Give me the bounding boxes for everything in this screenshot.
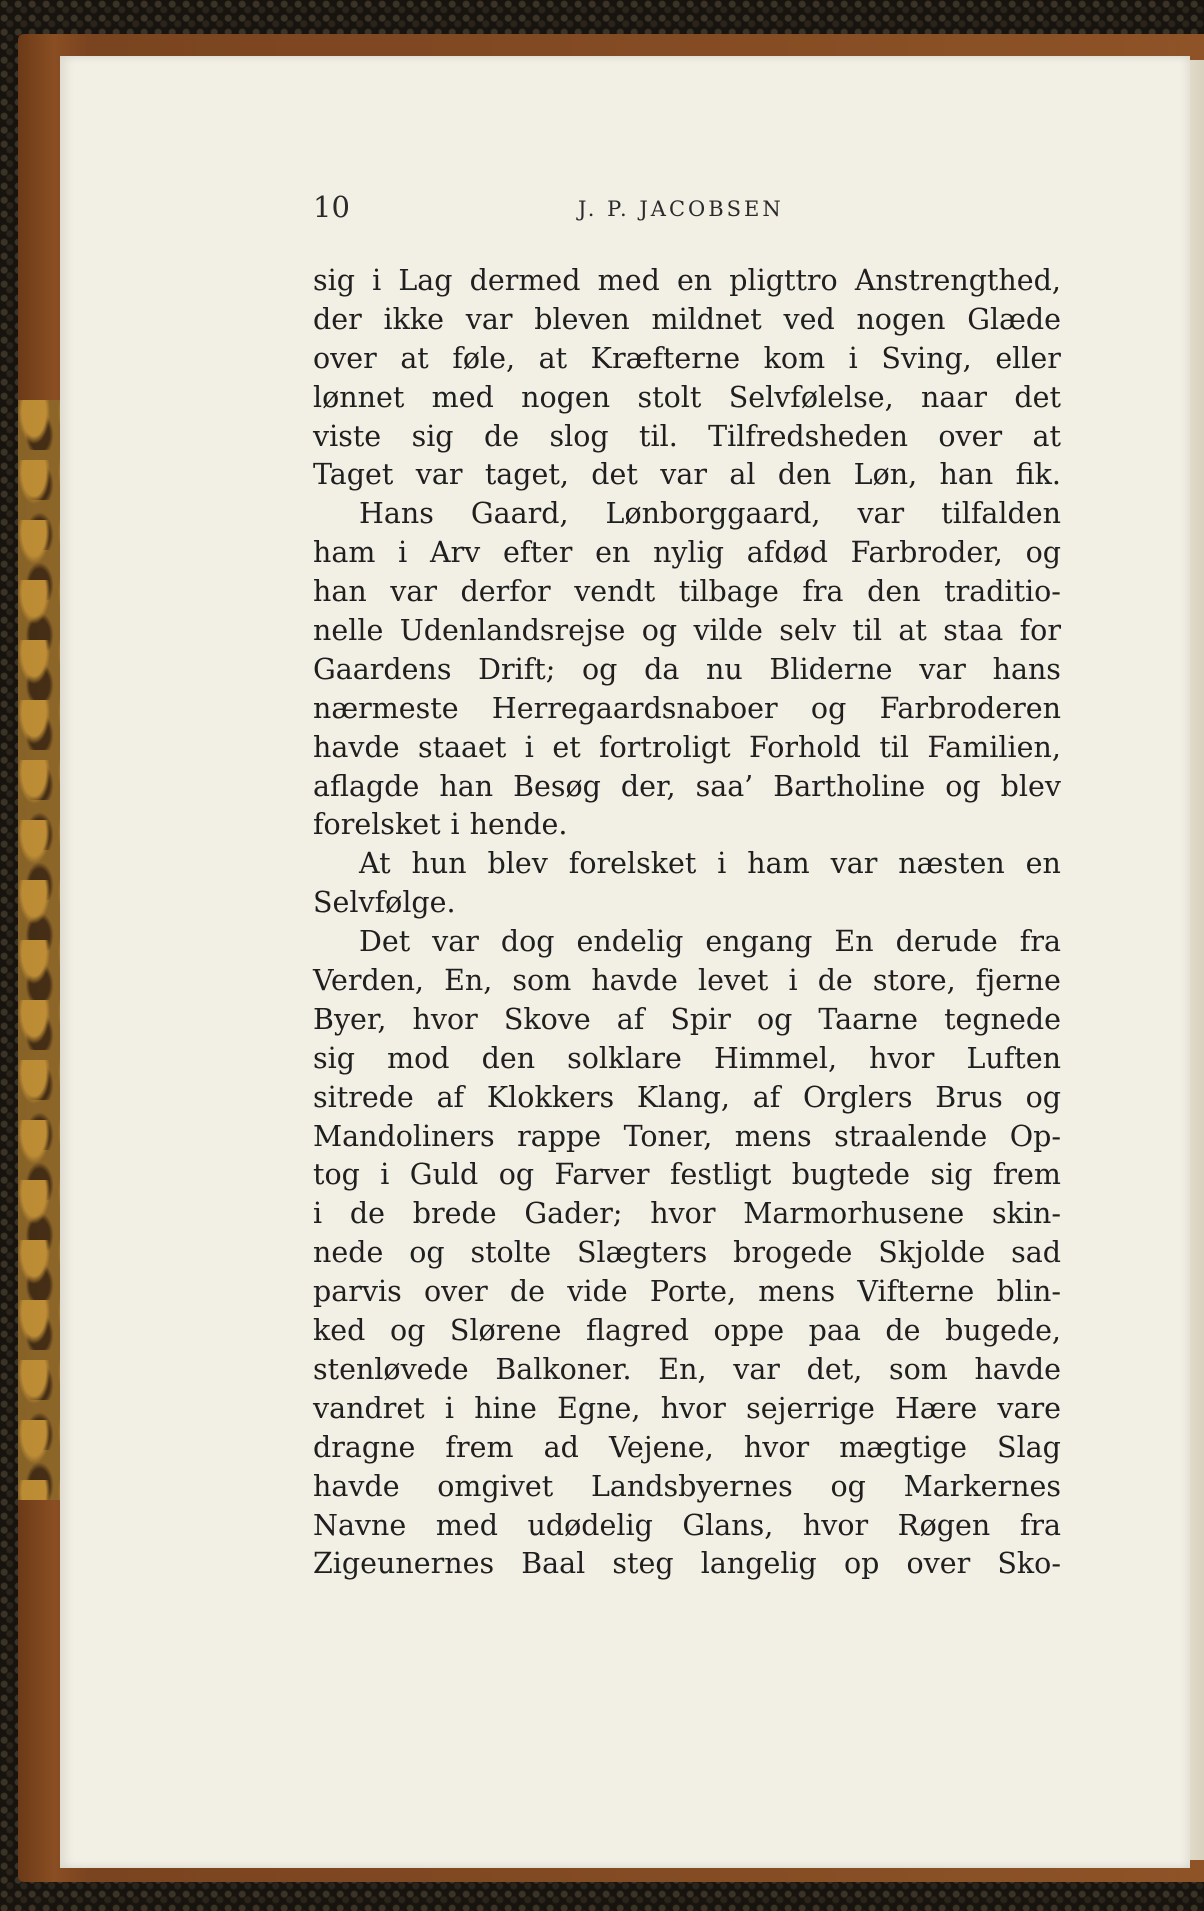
word: og <box>389 1314 426 1348</box>
word: fra <box>802 575 844 609</box>
word: Gaard, <box>470 497 569 531</box>
text-line <box>313 1468 1061 1507</box>
word: i <box>380 1158 390 1192</box>
word: omgivet <box>437 1469 554 1503</box>
word: over <box>423 1275 488 1309</box>
word: solklare <box>567 1041 682 1075</box>
word: Hære <box>895 1391 978 1425</box>
word: Arv <box>429 536 481 570</box>
word: Farver <box>554 1158 650 1192</box>
word: fortroligt <box>599 730 731 764</box>
page-number: 10 <box>313 190 350 224</box>
word: Slægters <box>577 1236 708 1270</box>
word: og <box>945 769 981 803</box>
word: sig <box>411 419 454 453</box>
word: mod <box>387 1041 450 1075</box>
word: Farbroderen <box>879 691 1061 725</box>
word: hine <box>474 1391 537 1425</box>
word: stolt <box>637 380 702 414</box>
word: en <box>676 264 713 297</box>
word: engang <box>705 925 813 959</box>
word: hvor <box>660 1391 726 1425</box>
word: med <box>431 380 494 414</box>
word: Slørene <box>449 1314 562 1348</box>
word: derude <box>895 925 998 959</box>
word: forelsket <box>568 847 697 881</box>
word: og <box>1025 1080 1061 1114</box>
word: Mandoliners <box>313 1119 495 1153</box>
word: havde <box>591 964 678 998</box>
word: hvor <box>650 1197 716 1231</box>
word: steg <box>612 1547 674 1581</box>
text-line <box>313 1195 1061 1234</box>
word: med <box>597 264 660 297</box>
word: derfor <box>460 575 551 609</box>
word: nu <box>706 652 743 686</box>
word: dermed <box>469 264 581 297</box>
text-line <box>313 1429 1061 1468</box>
body-text <box>313 262 1061 1584</box>
text-line <box>313 1273 1061 1312</box>
word: rappe <box>517 1119 602 1153</box>
word: hvor <box>802 1508 869 1542</box>
word: Herregaardsnaboer <box>491 691 778 725</box>
word: staaet <box>417 730 507 764</box>
word: Selvfølge. <box>313 886 456 920</box>
word: viste <box>313 419 382 453</box>
word: Anstrengthed, <box>854 264 1061 297</box>
word: blev <box>487 847 548 881</box>
word: kom <box>763 341 826 375</box>
word: i <box>524 730 534 764</box>
running-head: J. P. JACOBSEN <box>578 197 784 221</box>
text-line <box>313 1156 1061 1195</box>
word: til <box>852 614 883 648</box>
word: Udenlandsrejse <box>399 614 626 648</box>
text-line <box>313 884 1061 923</box>
word: den <box>777 458 832 492</box>
text-line <box>313 612 1061 651</box>
word: de <box>817 964 853 998</box>
word: bleven <box>534 302 630 336</box>
word: var <box>415 458 463 492</box>
word: Besøg <box>513 769 601 803</box>
text-line <box>313 845 1061 884</box>
word: fik. <box>1015 458 1061 492</box>
word: En, <box>444 964 493 998</box>
word: forelsket <box>313 808 441 842</box>
word: og <box>582 652 618 686</box>
word: sitrede <box>313 1080 414 1114</box>
word: i <box>788 964 798 998</box>
word: de <box>509 1275 546 1309</box>
word: en <box>595 536 631 570</box>
word: og <box>498 1158 535 1192</box>
word: føle, <box>452 341 516 375</box>
word: blin- <box>996 1275 1061 1309</box>
word: nogen <box>521 380 611 414</box>
word: og <box>830 1469 866 1503</box>
word: havde <box>974 1352 1061 1386</box>
word: at <box>400 341 429 375</box>
word: som <box>512 964 572 998</box>
text-line <box>313 806 1061 845</box>
word: og <box>1025 536 1061 570</box>
word: Sko- <box>997 1547 1061 1581</box>
text-line <box>313 1312 1061 1351</box>
word: de <box>885 1314 921 1348</box>
word: aflagde <box>313 769 420 803</box>
word: Det <box>359 925 411 959</box>
word: de <box>349 1197 385 1231</box>
word: tegnede <box>944 1002 1061 1036</box>
page-header <box>313 189 1061 229</box>
word: ikke <box>383 302 445 336</box>
word: nogen <box>856 302 946 336</box>
word: Gader; <box>524 1197 623 1231</box>
word: tilbage <box>678 575 779 609</box>
word: frem <box>992 1158 1061 1192</box>
word: Skjolde <box>878 1236 986 1270</box>
text-line <box>313 923 1061 962</box>
word: Marmorhusene <box>743 1197 965 1231</box>
word: var <box>660 458 707 492</box>
word: var <box>857 497 905 531</box>
word: selv <box>779 614 836 648</box>
word: En <box>834 925 874 959</box>
word: pligttro <box>729 264 838 297</box>
word: for <box>1019 614 1061 648</box>
word: i <box>398 536 408 570</box>
word: Lag <box>398 264 453 297</box>
word: Bartholine <box>773 769 926 803</box>
word: hende. <box>469 808 568 842</box>
word: at <box>1032 419 1061 453</box>
word: han <box>939 458 994 492</box>
word: nærmeste <box>313 691 459 725</box>
word: Zigeunernes <box>313 1547 495 1581</box>
word: Balkoner. <box>495 1352 632 1386</box>
word: i <box>450 808 460 842</box>
word: sig <box>313 1041 355 1075</box>
word: tog <box>313 1158 360 1192</box>
word: og <box>409 1236 445 1270</box>
word: skin- <box>992 1197 1061 1231</box>
word: af <box>616 1002 645 1036</box>
word: blev <box>1000 769 1061 803</box>
word: var <box>390 575 437 609</box>
text-line <box>313 262 1061 301</box>
text-line <box>313 768 1061 807</box>
text-line <box>313 1390 1061 1429</box>
word: Baal <box>521 1547 586 1581</box>
word: de <box>483 419 520 453</box>
text-line <box>313 1545 1061 1584</box>
word: som <box>888 1352 948 1386</box>
word: saa’ <box>695 769 754 803</box>
word: brede <box>412 1197 497 1231</box>
word: Brus <box>935 1080 1003 1114</box>
word: han <box>439 769 494 803</box>
word: flagred <box>586 1314 689 1348</box>
word: hvor <box>412 1002 478 1036</box>
word: i <box>372 264 382 297</box>
word: var <box>919 652 966 686</box>
word: havde <box>313 1469 400 1503</box>
text-line <box>313 1118 1061 1157</box>
word: næsten <box>898 847 1005 881</box>
word: Forhold <box>749 730 861 764</box>
word: sad <box>1011 1236 1061 1270</box>
word: Bliderne <box>769 652 893 686</box>
word: Farbroder, <box>850 536 1003 570</box>
word: op <box>843 1547 880 1581</box>
word: fra <box>1019 1508 1061 1542</box>
text-line <box>313 1001 1061 1040</box>
word: at <box>538 341 568 375</box>
word: staa <box>943 614 1004 648</box>
word: Taget <box>313 458 394 492</box>
text-line <box>313 1079 1061 1118</box>
text-line <box>313 418 1061 457</box>
word: det <box>1014 380 1061 414</box>
word: Markernes <box>903 1469 1061 1503</box>
text-line <box>313 651 1061 690</box>
word: en <box>1025 847 1061 881</box>
word: fra <box>1019 925 1061 959</box>
word: En, <box>658 1352 707 1386</box>
word: mens <box>734 1119 812 1153</box>
word: vide <box>567 1275 628 1309</box>
word: efter <box>503 536 573 570</box>
word: Taarne <box>818 1002 919 1036</box>
word: da <box>644 652 680 686</box>
word: nelle <box>313 614 384 648</box>
word: slog <box>549 419 609 453</box>
word: festligt <box>669 1158 772 1192</box>
word: al <box>729 458 756 492</box>
word: til. <box>639 419 678 453</box>
text-line <box>313 690 1061 729</box>
word: havde <box>313 730 400 764</box>
word: Sving, <box>881 341 972 375</box>
word: Orglers <box>803 1080 913 1114</box>
word: den <box>481 1041 536 1075</box>
word: hvor <box>869 1041 935 1075</box>
word: var <box>465 302 513 336</box>
word: Gaardens <box>313 652 452 686</box>
word: bugtede <box>791 1158 911 1192</box>
word: parvis <box>313 1275 402 1309</box>
word: det, <box>806 1352 863 1386</box>
word: stenløvede <box>313 1352 469 1386</box>
word: ham <box>747 847 810 881</box>
word: At <box>359 847 391 881</box>
word: stolte <box>470 1236 552 1270</box>
word: ad <box>543 1430 579 1464</box>
word: et <box>552 730 581 764</box>
text-line <box>313 962 1061 1001</box>
word: Byer, <box>313 1002 387 1036</box>
word: endelig <box>576 925 684 959</box>
word: Porte, <box>649 1275 737 1309</box>
text-line <box>313 729 1061 768</box>
word: oppe <box>713 1314 785 1348</box>
word: nylig <box>653 536 725 570</box>
text-line <box>313 340 1061 379</box>
word: Skove <box>503 1002 591 1036</box>
word: fjerne <box>975 964 1061 998</box>
word: vendt <box>574 575 656 609</box>
word: Egne, <box>557 1391 641 1425</box>
text-line <box>313 534 1061 573</box>
text-line <box>313 1351 1061 1390</box>
word: dragne <box>313 1430 416 1464</box>
word: nede <box>313 1236 384 1270</box>
word: Hans <box>359 497 434 531</box>
word: i <box>717 847 727 881</box>
word: Himmel, <box>713 1041 838 1075</box>
word: dog <box>500 925 555 959</box>
text-line <box>313 1234 1061 1273</box>
word: i <box>444 1391 454 1425</box>
word: Slag <box>997 1430 1061 1464</box>
word: Luften <box>966 1041 1061 1075</box>
word: store, <box>872 964 956 998</box>
word: var <box>830 847 878 881</box>
word: den <box>867 575 921 609</box>
text-line <box>313 573 1061 612</box>
word: over <box>313 341 377 375</box>
word: ved <box>783 302 835 336</box>
word: det <box>591 458 638 492</box>
word: hvor <box>743 1430 810 1464</box>
word: levet <box>697 964 769 998</box>
word: Vifterne <box>857 1275 975 1309</box>
text-line <box>313 1040 1061 1079</box>
word: vandret <box>313 1391 425 1425</box>
text-line <box>313 495 1061 534</box>
word: i <box>848 341 858 375</box>
text-line <box>313 1507 1061 1546</box>
word: paa <box>808 1314 861 1348</box>
word: bugede, <box>945 1314 1061 1348</box>
word: Op- <box>1009 1119 1061 1153</box>
word: Kræfterne <box>590 341 741 375</box>
word: ham <box>313 536 376 570</box>
word: traditio- <box>944 575 1061 609</box>
word: Familien, <box>927 730 1061 764</box>
word: ked <box>313 1314 366 1348</box>
word: over <box>906 1547 971 1581</box>
word: vilde <box>693 614 763 648</box>
word: af <box>436 1080 465 1114</box>
word: til <box>879 730 909 764</box>
word: med <box>435 1508 498 1542</box>
word: Vejene, <box>608 1430 714 1464</box>
word: Verden, <box>313 964 424 998</box>
word: udødelig <box>527 1508 653 1542</box>
word: brogede <box>733 1236 853 1270</box>
word: og <box>756 1002 793 1036</box>
word: i <box>313 1197 323 1231</box>
word: Løn, <box>853 458 918 492</box>
word: Spir <box>670 1002 731 1036</box>
word: og <box>810 691 847 725</box>
word: der, <box>620 769 676 803</box>
word: at <box>898 614 927 648</box>
word: Lønborggaard, <box>605 497 821 531</box>
word: hans <box>992 652 1061 686</box>
word: sig <box>930 1158 973 1192</box>
word: langelig <box>700 1547 817 1581</box>
word: Navne <box>313 1508 407 1542</box>
word: hun <box>411 847 467 881</box>
text-line <box>313 301 1061 340</box>
word: Tilfredsheden <box>708 419 908 453</box>
word: Klang, <box>636 1080 730 1114</box>
word: eller <box>995 341 1061 375</box>
word: afdød <box>746 536 828 570</box>
word: lønnet <box>313 380 405 414</box>
word: Toner, <box>623 1119 713 1153</box>
word: Selvfølelse, <box>728 380 894 414</box>
word: mens <box>758 1275 836 1309</box>
word: af <box>752 1080 781 1114</box>
word: Guld <box>409 1158 479 1192</box>
word: var <box>733 1352 780 1386</box>
word: sig <box>313 264 355 297</box>
word: Glæde <box>967 302 1061 336</box>
word: tilfalden <box>941 497 1061 531</box>
word: Klokkers <box>486 1080 615 1114</box>
word: Landsbyernes <box>590 1469 793 1503</box>
word: straalende <box>834 1119 988 1153</box>
word: Røgen <box>897 1508 991 1542</box>
word: der <box>313 302 362 336</box>
word: Glans, <box>682 1508 774 1542</box>
text-line <box>313 379 1061 418</box>
word: mægtige <box>839 1430 967 1464</box>
word: frem <box>445 1430 514 1464</box>
word: sejerrige <box>746 1391 875 1425</box>
word: taget, <box>484 458 569 492</box>
word: og <box>641 614 678 648</box>
word: han <box>313 575 367 609</box>
word: var <box>432 925 479 959</box>
word: Drift; <box>478 652 556 686</box>
text-line <box>313 456 1061 495</box>
word: over <box>938 419 1003 453</box>
word: mildnet <box>651 302 762 336</box>
word: naar <box>921 380 987 414</box>
word: vare <box>997 1391 1061 1425</box>
